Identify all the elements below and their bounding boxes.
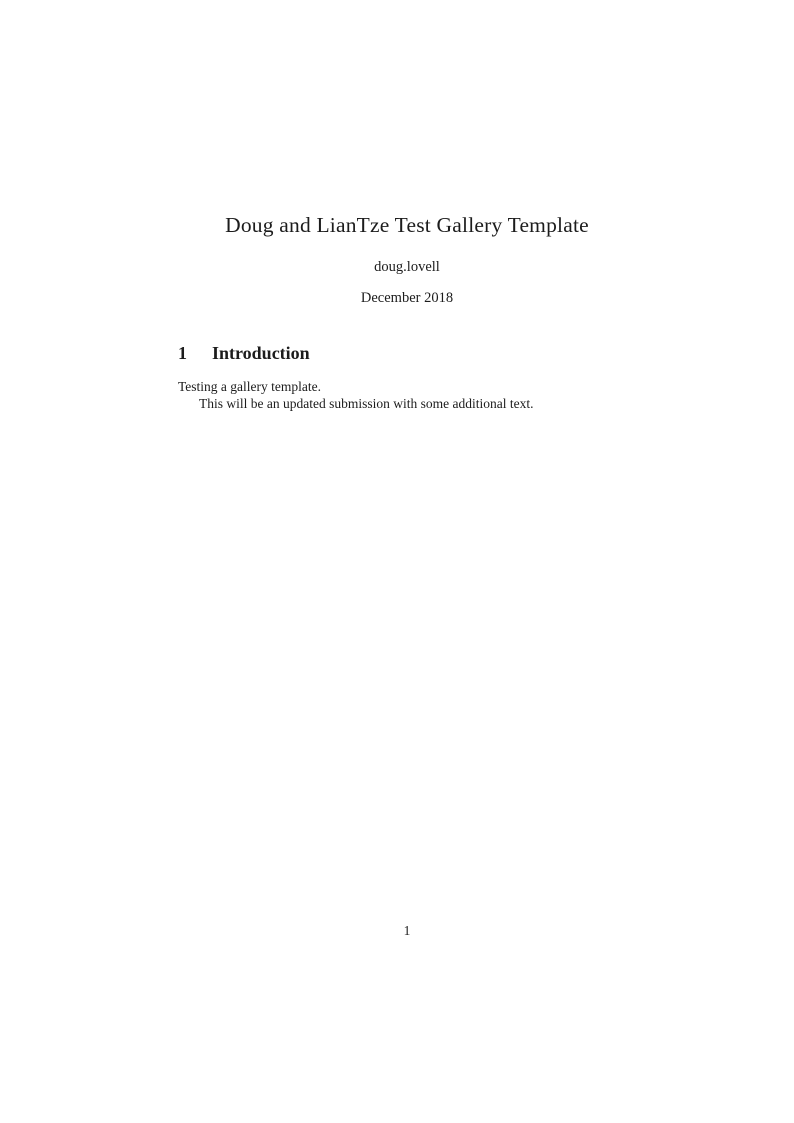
document-author: doug.lovell: [374, 259, 440, 275]
page-number: 1: [403, 923, 411, 938]
paragraph-line: Testing a gallery template.: [178, 379, 322, 394]
section-number: 1: [178, 343, 187, 363]
section-heading: [178, 343, 636, 364]
document-date: December 2018: [360, 290, 454, 306]
body-text: [178, 379, 636, 412]
document-title: Doug and LianTze Test Gallery Template: [225, 213, 589, 237]
section-title: Introduction: [212, 343, 310, 363]
paragraph-line: This will be an updated submission with some additional text.: [199, 395, 534, 411]
